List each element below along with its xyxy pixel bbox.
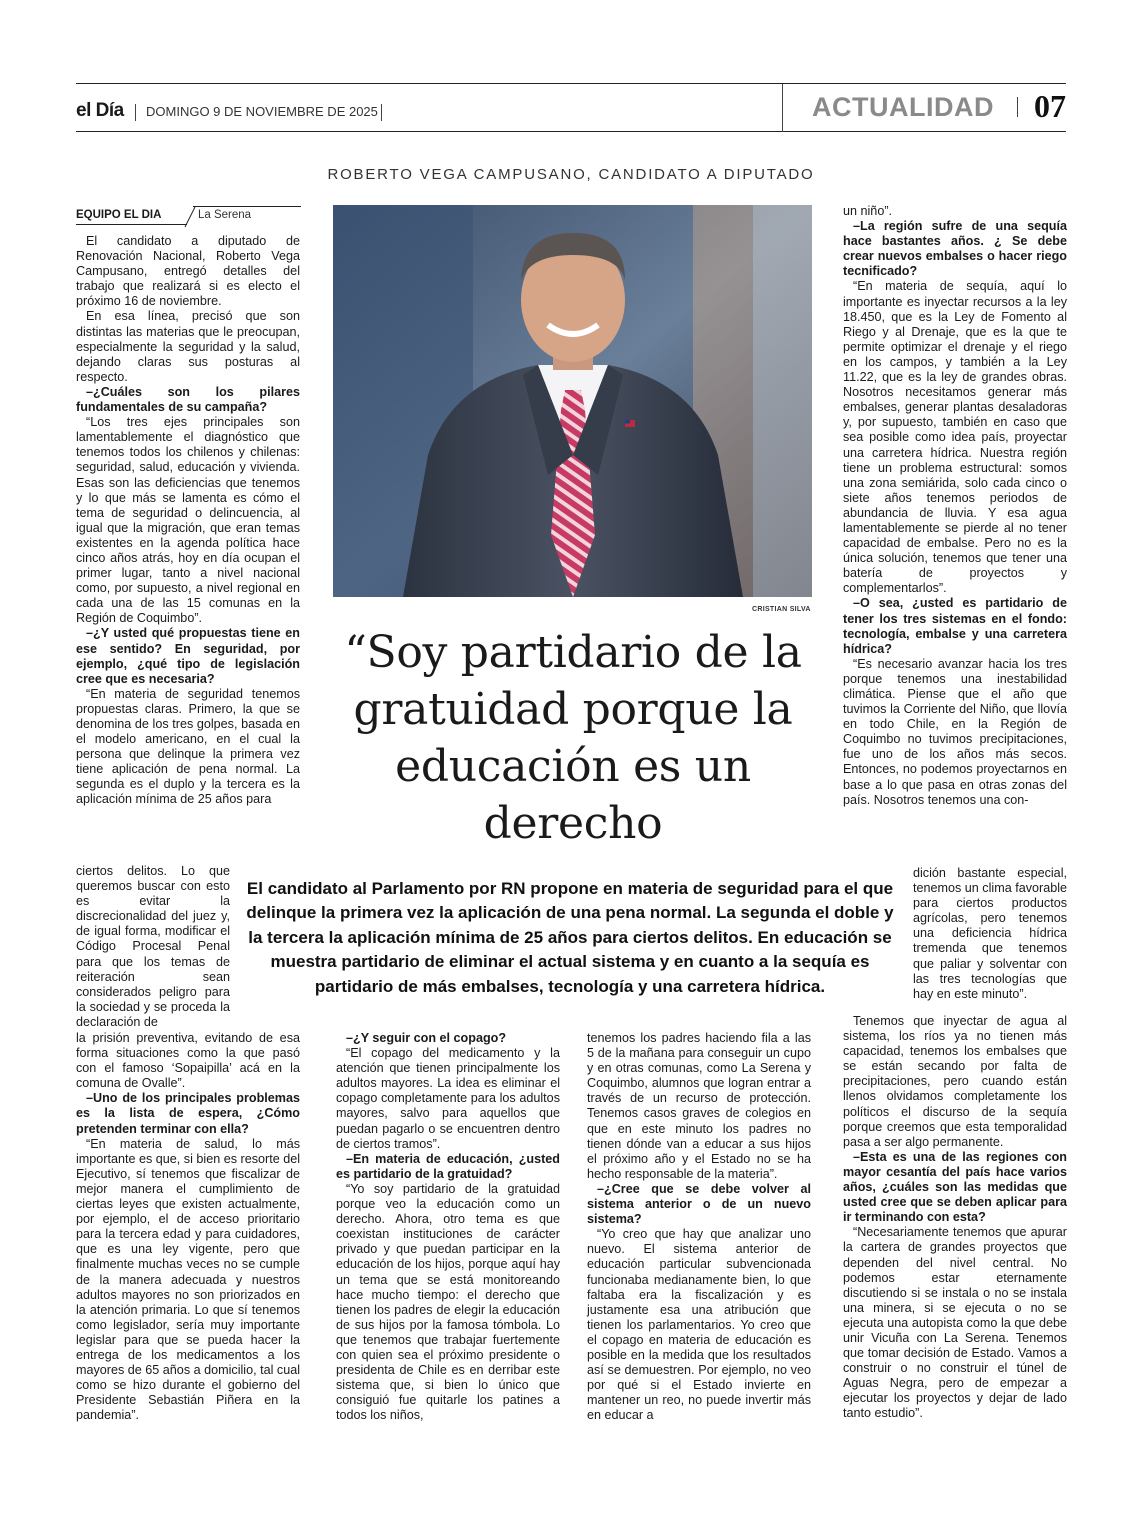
- interview-answer: la prisión preventiva, evitando de esa forma situaciones como la que pasó con el famoso ‘Sopaipilla’ acá en la comuna de Ovalle”.: [76, 1031, 300, 1091]
- interview-question: –¿Cree que se debe volver al sistema anterior o de un nuevo sistema?: [587, 1181, 811, 1227]
- interview-answer: “En materia de sequía, aquí lo importante es inyectar recursos a la ley 18.450, que es la Ley de Fomento al Riego y al Drenaje, que es la que te permite optimizar el drenaje y el riego en los campos, y también a la Ley 11.22, que es la ley de grandes obras. Nosotros necesitamos generar más embalses, generar plantas desaladoras y, por supuesto, también en caso que sea posible como idea país, proyectar una carretera hídrica. Nuestra región tiene un problema estructural: somos una zona semiárida, solo cada cinco o siete años tenemos periodos de abundancia de lluvia. Y esa agua lamentablemente se pierde al no tener capacidad de embalse. Pero no es la única solución, tenemos que tener una batería de proyectos y complementarlos”.: [843, 279, 1067, 596]
- interview-answer: “Es necesario avanzar hacia los tres porque tenemos una inestabilidad climática. Piense que el año que tuvimos la Corriente del Niño, que llovía en todo Chile, en la Región de Coquimbo no tuvimos precipitaciones, fue uno de los años más secos. Entonces, no podemos proyectarnos en base a lo que pasa en otras zonas del país. Nosotros tenemos una con-: [843, 656, 1067, 807]
- interview-question: –O sea, ¿usted es partidario de tener los tres sistemas en el fondo: tecnología, embalse y una carretera hídrica?: [843, 596, 1067, 656]
- interview-answer: “En materia de seguridad tenemos propuestas claras. Primero, la que se denomina de los tres golpes, basada en el modelo americano, en el cual la persona que delinque la primera vez tiene aplicación de pena normal. La segunda es el duplo y la tercera es la aplicación mínima de 25 años para: [76, 686, 300, 807]
- article-column-2: [336, 1031, 560, 1423]
- page-number: 07: [1034, 88, 1066, 124]
- byline-rule: [193, 206, 301, 207]
- masthead-separator: [381, 104, 382, 121]
- article-column-4: [843, 204, 1067, 808]
- interview-answer: “Yo soy partidario de la gratuidad porque veo la educación como un derecho. Ahora, otro tema es que coexistan instituciones de carácter privado y que puedan participar en la educación de los hijos, porque aquí hay un tema que se está monitoreando hace mucho tiempo: el derecho que tienen los padres de elegir la educación de sus hijos por la famosa tómbola. Lo que tenemos que trabajar fuertemente con quien sea el próximo presidente o presidenta de Chile es en derribar este sistema que, si bien lo único que consiguió fue quitarle los patines a todos los niños,: [336, 1181, 560, 1423]
- paragraph: En esa línea, precisó que son distintas las materias que le preocupan, especialmente la seguridad y la salud, dejando claras sus posturas al respecto.: [76, 309, 300, 384]
- byline-rule: [76, 224, 187, 225]
- interview-answer: un niño”.: [843, 204, 893, 218]
- interview-answer: “El copago del medicamento y la atención que tienen principalmente los adultos mayores. La idea es eliminar el copago completamente para los adultos mayores, salvo para aquellos que puedan pagarlo o se encuentren dentro de ciertos tramos”.: [336, 1046, 560, 1151]
- top-rule: [76, 83, 1066, 84]
- newspaper-logo: el Día: [76, 100, 124, 121]
- article-column-1-lower: [76, 1031, 300, 1423]
- interview-question: –En materia de educación, ¿usted es partidario de la gratuidad?: [336, 1151, 560, 1181]
- interview-question: –La región sufre de una sequía hace bastantes años. ¿ Se debe crear nuevos embalses o hacer riego tecnificado?: [843, 219, 1067, 279]
- interview-answer: dición bastante especial, tenemos un clima favorable para ciertos productos agrícolas, pero tenemos una deficiencia hídrica tremenda que tenemos que paliar y solventar con las tres tecnologías que hay en este minuto”.: [913, 866, 1068, 1001]
- article-deck: El candidato al Parlamento por RN propone en materia de seguridad para el que delinque la primera vez la aplicación de una pena normal. La segunda el doble y la tercera la aplicación mínima de 25 años para ciertos delitos. En educación se muestra partidario de eliminar el actual sistema y en cuanto a la sequía es partidario de más embalses, tecnología y una carretera hídrica.: [246, 879, 894, 996]
- byline-author: EQUIPO EL DIA: [76, 209, 162, 221]
- candidate-photo: [333, 205, 812, 597]
- byline-place: La Serena: [198, 209, 252, 221]
- masthead-bottom-rule: [76, 131, 1066, 132]
- photo-credit: CRISTIAN SILVA: [752, 606, 811, 613]
- article-column-1-continued: [76, 864, 230, 1030]
- interview-answer: “Yo creo que hay que analizar uno nuevo. El sistema anterior de educación particular subvencionada funcionaba medianamente bien, lo que faltaba era la fiscalización y es justamente esa una atribución que tienen los parlamentarios. Yo creo que el copago en materia de educación es posible en la medida que los resultados así se demuestren. Por ejemplo, no veo por qué si el Estado invierte en mantener un reo, no puede invertir más en educar a: [587, 1227, 811, 1423]
- article-column-4-lower: [843, 1014, 1067, 1422]
- interview-question: –¿Y usted qué propuestas tiene en ese sentido? En seguridad, por ejemplo, ¿qué tipo de legislación cree que es necesaria?: [76, 626, 300, 686]
- interview-answer: tenemos los padres haciendo fila a las 5 de la mañana para conseguir un cupo y en otras comunas, como La Serena y Coquimbo, alumnos que logran entrar a través de un recurso de protección. Tenemos casos graves de colegios en que en este minuto los padres no tienen dónde van a educar a sus hijos el próximo año y el Estado no se ha hecho responsable de la materia”.: [587, 1031, 811, 1181]
- section-divider: [782, 84, 783, 132]
- article-column-1: [76, 234, 300, 808]
- article-column-3: [587, 1031, 811, 1423]
- paragraph: El candidato a diputado de Renovación Nacional, Roberto Vega Campusano, entregó detalles del trabajo que realizará si es electo el próximo 16 de noviembre.: [76, 234, 300, 309]
- section-name: ACTUALIDAD: [812, 92, 994, 122]
- article-kicker: ROBERTO VEGA CAMPUSANO, CANDIDATO A DIPUTADO: [327, 166, 815, 183]
- interview-question: –Uno de los principales problemas es la lista de espera, ¿Cómo pretenden terminar con ella?: [76, 1091, 300, 1136]
- article-column-4-continued: [913, 866, 1067, 1002]
- interview-question: –¿Y seguir con el copago?: [346, 1031, 507, 1045]
- interview-answer: “Necesariamente tenemos que apurar la cartera de grandes proyectos que dependen del nivel central. No podemos estar eternamente discutiendo si se instala o no se instala una minera, si se ejecuta o no se ejecuta una autopista como la que debe unir Vicuña con La Serena. Tenemos que tomar decisión de Estado. Vamos a construir o no construir el túnel de Aguas Negra, pero de empezar a ejecutar los proyectos y dejar de lado tanto estudio”.: [843, 1225, 1067, 1421]
- issue-date: DOMINGO 9 DE NOVIEMBRE DE 2025: [146, 104, 378, 119]
- interview-question: –Esta es una de las regiones con mayor cesantía del país hace varios años, ¿cuáles son las medidas que usted cree que se deben aplicar para ir terminando con esta?: [843, 1149, 1067, 1225]
- interview-answer: ciertos delitos. Lo que queremos buscar con esto es evitar la discrecionalidad del juez y, de igual forma, modificar el Código Procesal Penal para que los temas de reiteración sean considerados peligro para la sociedad y se proceda la declaración de: [76, 864, 230, 1029]
- paragraph: Tenemos que inyectar de agua al sistema, los ríos ya no tienen más capacidad, tenemos los embalses que se están secando por falta de precipitaciones, pero cuando están llenos olvidamos completamente los políticos el discurso de la sequía porque creemos que esta temporalidad pasa a ser algo permanente.: [843, 1014, 1067, 1149]
- interview-answer: “Los tres ejes principales son lamentablemente el diagnóstico que tenemos todos los chilenos y chilenas: seguridad, salud, educación y vivienda. Esas son las deficiencias que tenemos y lo que más se lamenta es cómo el tema de seguridad o delincuencia, al igual que la migración, que eran temas existentes en la agenda política hace cinco años atrás, hoy en día ocupan el primer lugar, tanto a nivel nacional como, por supuesto, a nivel regional en cada una de las 15 comunas en la Región de Coquimbo”.: [76, 415, 300, 626]
- interview-answer: “En materia de salud, lo más importante es que, si bien es resorte del Ejecutivo, sí tenemos que fiscalizar de mejor manera el cumplimiento de ciertas leyes que existen actualmente, por ejemplo, el de acceso prioritario para la tercera edad y para cuidadores, que es una ley vigente, pero que finalmente muchas veces no se cumple de la manera adecuada y nuestros adultos mayores no son priorizados en la atención primaria. Lo que sí tenemos como legislador, sería muy importante legislar para que se pueda hacer la entrega de los medicamentos a los mayores de 65 años a domicilio, tal cual como se hizo durante el gobierno del Presidente Sebastián Piñera en la pandemia”.: [76, 1136, 301, 1423]
- interview-question: –¿Cuáles son los pilares fundamentales de su campaña?: [76, 384, 300, 415]
- masthead-separator: [1017, 97, 1018, 117]
- masthead-separator: [135, 104, 136, 121]
- headline: “Soy partidario de la gratuidad porque la educación es un derecho: [344, 627, 802, 849]
